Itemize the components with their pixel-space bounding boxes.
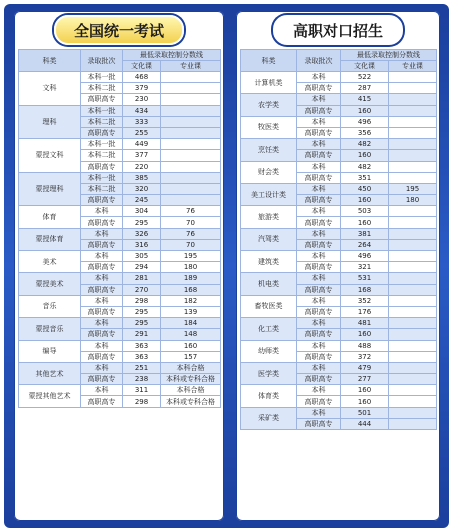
batch-cell: 高职高专 [297, 306, 341, 317]
culture-score-cell: 522 [341, 72, 389, 83]
table-row [19, 139, 221, 150]
culture-score-cell: 503 [341, 206, 389, 217]
subject-cell: 音乐 [19, 295, 81, 317]
culture-score-cell: 287 [341, 83, 389, 94]
culture-score-cell: 160 [341, 150, 389, 161]
culture-score-cell: 295 [123, 318, 161, 329]
subject-cell: 汽驾类 [241, 228, 297, 250]
batch-cell: 高职高专 [297, 195, 341, 206]
batch-cell: 本科 [297, 139, 341, 150]
batch-cell: 高职高专 [81, 195, 123, 206]
batch-cell: 本科 [297, 206, 341, 217]
batch-cell: 高职高专 [297, 127, 341, 138]
major-score-cell [389, 284, 437, 295]
culture-score-cell: 372 [341, 351, 389, 362]
batch-cell: 本科 [81, 362, 123, 373]
major-score-cell: 本科或专科合格 [161, 396, 221, 407]
batch-cell: 本科二批 [81, 83, 123, 94]
batch-cell: 高职高专 [81, 127, 123, 138]
major-score-cell: 本科合格 [161, 385, 221, 396]
national-exam-table [18, 49, 221, 408]
major-score-cell [389, 306, 437, 317]
culture-score-cell: 501 [341, 407, 389, 418]
culture-score-cell: 160 [341, 396, 389, 407]
major-score-cell [389, 329, 437, 340]
table-row [19, 72, 221, 83]
table-row [241, 116, 437, 127]
batch-cell: 本科 [297, 407, 341, 418]
culture-score-cell: 298 [123, 295, 161, 306]
table-row [241, 251, 437, 262]
culture-score-cell: 160 [341, 385, 389, 396]
header-batch: 录取批次 [81, 50, 123, 72]
culture-score-cell: 496 [341, 116, 389, 127]
header-score-line: 最低录取控制分数线 [123, 50, 221, 61]
subject-cell: 烹饪类 [241, 139, 297, 161]
major-score-cell: 76 [161, 228, 221, 239]
batch-cell: 本科 [297, 94, 341, 105]
major-score-cell [389, 83, 437, 94]
subject-cell: 文科 [19, 72, 81, 106]
table-row [241, 273, 437, 284]
header-subject: 科类 [19, 50, 81, 72]
major-score-cell: 160 [161, 340, 221, 351]
vocational-table [240, 49, 437, 430]
major-score-cell [389, 295, 437, 306]
subject-cell: 体育 [19, 206, 81, 228]
culture-score-cell: 264 [341, 239, 389, 250]
batch-cell: 本科 [81, 228, 123, 239]
culture-score-cell: 415 [341, 94, 389, 105]
culture-score-cell: 316 [123, 239, 161, 250]
major-score-cell [389, 72, 437, 83]
culture-score-cell: 481 [341, 318, 389, 329]
major-score-cell: 139 [161, 306, 221, 317]
culture-score-cell: 450 [341, 183, 389, 194]
major-score-cell: 182 [161, 295, 221, 306]
subject-cell: 理科 [19, 105, 81, 139]
national-exam-rows [19, 72, 221, 408]
culture-score-cell: 482 [341, 161, 389, 172]
batch-cell: 本科二批 [81, 116, 123, 127]
culture-score-cell: 305 [123, 251, 161, 262]
table-row [19, 295, 221, 306]
batch-cell: 本科二批 [81, 183, 123, 194]
culture-score-cell: 356 [341, 127, 389, 138]
batch-cell: 高职高专 [81, 306, 123, 317]
major-score-cell: 76 [161, 206, 221, 217]
table-row [19, 206, 221, 217]
culture-score-cell: 321 [341, 262, 389, 273]
culture-score-cell: 311 [123, 385, 161, 396]
subject-cell: 蒙授美术 [19, 273, 81, 295]
batch-cell: 本科二批 [81, 150, 123, 161]
batch-cell: 高职高专 [81, 284, 123, 295]
culture-score-cell: 434 [123, 105, 161, 116]
major-score-cell [389, 396, 437, 407]
major-score-cell [389, 362, 437, 373]
major-score-cell [389, 251, 437, 262]
batch-cell: 高职高专 [81, 161, 123, 172]
major-score-cell [161, 139, 221, 150]
table-row [19, 340, 221, 351]
culture-score-cell: 160 [341, 329, 389, 340]
batch-cell: 高职高专 [297, 83, 341, 94]
batch-cell: 高职高专 [81, 351, 123, 362]
header-batch: 录取批次 [297, 50, 341, 72]
major-score-cell [389, 385, 437, 396]
culture-score-cell: 385 [123, 172, 161, 183]
vocational-rows [241, 72, 437, 430]
culture-score-cell: 277 [341, 374, 389, 385]
culture-score-cell: 531 [341, 273, 389, 284]
batch-cell: 本科 [297, 228, 341, 239]
batch-cell: 本科一批 [81, 139, 123, 150]
table-row [241, 183, 437, 194]
major-score-cell [389, 407, 437, 418]
batch-cell: 本科 [297, 161, 341, 172]
batch-cell: 高职高专 [297, 172, 341, 183]
subject-cell: 蒙授其他艺术 [19, 385, 81, 407]
batch-cell: 高职高专 [297, 217, 341, 228]
culture-score-cell: 230 [123, 94, 161, 105]
batch-cell: 高职高专 [297, 351, 341, 362]
major-score-cell [389, 340, 437, 351]
batch-cell: 本科 [81, 385, 123, 396]
culture-score-cell: 270 [123, 284, 161, 295]
major-score-cell: 184 [161, 318, 221, 329]
major-score-cell: 180 [389, 195, 437, 206]
major-score-cell [389, 116, 437, 127]
subject-cell: 蒙授文科 [19, 139, 81, 173]
culture-score-cell: 333 [123, 116, 161, 127]
major-score-cell [389, 127, 437, 138]
table-row [19, 273, 221, 284]
subject-cell: 体育类 [241, 385, 297, 407]
culture-score-cell: 479 [341, 362, 389, 373]
major-score-cell [161, 183, 221, 194]
table-row [241, 318, 437, 329]
major-score-cell [389, 374, 437, 385]
major-score-cell: 70 [161, 217, 221, 228]
batch-cell: 本科 [297, 362, 341, 373]
table-row [241, 340, 437, 351]
batch-cell: 本科 [297, 318, 341, 329]
table-row [241, 72, 437, 83]
vocational-title: 高职对口招生 [273, 15, 403, 45]
batch-cell: 本科一批 [81, 105, 123, 116]
subject-cell: 蒙授体育 [19, 228, 81, 250]
culture-score-cell: 468 [123, 72, 161, 83]
header-score-line: 最低录取控制分数线 [341, 50, 437, 61]
subject-cell: 机电类 [241, 273, 297, 295]
header-culture: 文化课 [123, 61, 161, 72]
subject-cell: 幼师类 [241, 340, 297, 362]
culture-score-cell: 298 [123, 396, 161, 407]
batch-cell: 本科 [297, 295, 341, 306]
batch-cell: 本科 [81, 273, 123, 284]
batch-cell: 高职高专 [297, 150, 341, 161]
major-score-cell: 168 [161, 284, 221, 295]
subject-cell: 畜牧医类 [241, 295, 297, 317]
culture-score-cell: 363 [123, 351, 161, 362]
batch-cell: 本科 [297, 116, 341, 127]
batch-cell: 高职高专 [297, 262, 341, 273]
table-row [241, 385, 437, 396]
major-score-cell [389, 262, 437, 273]
major-score-cell: 157 [161, 351, 221, 362]
major-score-cell [161, 105, 221, 116]
subject-cell: 财会类 [241, 161, 297, 183]
table-row [241, 407, 437, 418]
subject-cell: 建筑类 [241, 251, 297, 273]
subject-cell: 旅游类 [241, 206, 297, 228]
major-score-cell: 189 [161, 273, 221, 284]
culture-score-cell: 381 [341, 228, 389, 239]
culture-score-cell: 255 [123, 127, 161, 138]
poster-frame [4, 4, 449, 528]
table-row [241, 362, 437, 373]
culture-score-cell: 482 [341, 139, 389, 150]
culture-score-cell: 160 [341, 195, 389, 206]
major-score-cell [389, 172, 437, 183]
batch-cell: 本科一批 [81, 172, 123, 183]
major-score-cell [161, 172, 221, 183]
major-score-cell [389, 150, 437, 161]
culture-score-cell: 281 [123, 273, 161, 284]
major-score-cell [161, 116, 221, 127]
major-score-cell [161, 161, 221, 172]
table-row [19, 172, 221, 183]
national-exam-panel [14, 11, 224, 521]
batch-cell: 高职高专 [81, 239, 123, 250]
table-row [241, 94, 437, 105]
batch-cell: 本科 [81, 206, 123, 217]
major-score-cell [389, 318, 437, 329]
subject-cell: 化工类 [241, 318, 297, 340]
table-row [241, 161, 437, 172]
major-score-cell: 180 [161, 262, 221, 273]
batch-cell: 高职高专 [81, 396, 123, 407]
subject-cell: 采矿类 [241, 407, 297, 429]
batch-cell: 高职高专 [297, 418, 341, 429]
table-row [19, 385, 221, 396]
batch-cell: 高职高专 [81, 262, 123, 273]
table-row [19, 105, 221, 116]
table-row [241, 295, 437, 306]
subject-cell: 美工设计类 [241, 183, 297, 205]
batch-cell: 高职高专 [297, 284, 341, 295]
table-row [241, 206, 437, 217]
major-score-cell [389, 418, 437, 429]
batch-cell: 本科 [81, 251, 123, 262]
batch-cell: 高职高专 [297, 329, 341, 340]
culture-score-cell: 363 [123, 340, 161, 351]
major-score-cell: 本科或专科合格 [161, 374, 221, 385]
culture-score-cell: 352 [341, 295, 389, 306]
major-score-cell: 70 [161, 239, 221, 250]
culture-score-cell: 444 [341, 418, 389, 429]
culture-score-cell: 496 [341, 251, 389, 262]
table-row [241, 228, 437, 239]
major-score-cell [389, 228, 437, 239]
major-score-cell [161, 127, 221, 138]
header-major: 专业课 [161, 61, 221, 72]
subject-cell: 其他艺术 [19, 362, 81, 384]
header-major: 专业课 [389, 61, 437, 72]
subject-cell: 计算机类 [241, 72, 297, 94]
major-score-cell: 148 [161, 329, 221, 340]
subject-cell: 农学类 [241, 94, 297, 116]
table-row [19, 228, 221, 239]
batch-cell: 高职高专 [297, 396, 341, 407]
batch-cell: 本科 [297, 183, 341, 194]
batch-cell: 高职高专 [297, 239, 341, 250]
culture-score-cell: 176 [341, 306, 389, 317]
culture-score-cell: 295 [123, 217, 161, 228]
major-score-cell [161, 150, 221, 161]
major-score-cell [161, 72, 221, 83]
major-score-cell [389, 206, 437, 217]
batch-cell: 本科 [81, 295, 123, 306]
batch-cell: 高职高专 [81, 329, 123, 340]
culture-score-cell: 488 [341, 340, 389, 351]
table-row [19, 318, 221, 329]
major-score-cell [161, 94, 221, 105]
culture-score-cell: 220 [123, 161, 161, 172]
header-subject: 科类 [241, 50, 297, 72]
culture-score-cell: 160 [341, 105, 389, 116]
major-score-cell [161, 83, 221, 94]
header-culture: 文化课 [341, 61, 389, 72]
subject-cell: 牧医类 [241, 116, 297, 138]
batch-cell: 高职高专 [81, 374, 123, 385]
batch-cell: 本科 [297, 72, 341, 83]
major-score-cell: 195 [389, 183, 437, 194]
major-score-cell [389, 139, 437, 150]
major-score-cell [389, 94, 437, 105]
culture-score-cell: 160 [341, 217, 389, 228]
batch-cell: 本科一批 [81, 72, 123, 83]
culture-score-cell: 294 [123, 262, 161, 273]
culture-score-cell: 245 [123, 195, 161, 206]
table-row [19, 251, 221, 262]
table-row [19, 362, 221, 373]
subject-cell: 蒙授理科 [19, 172, 81, 206]
batch-cell: 高职高专 [81, 94, 123, 105]
batch-cell: 本科 [297, 340, 341, 351]
major-score-cell [389, 217, 437, 228]
batch-cell: 本科 [297, 251, 341, 262]
subject-cell: 美术 [19, 251, 81, 273]
major-score-cell [389, 105, 437, 116]
major-score-cell: 本科合格 [161, 362, 221, 373]
vocational-panel [236, 11, 440, 521]
table-row [241, 139, 437, 150]
batch-cell: 本科 [81, 340, 123, 351]
culture-score-cell: 379 [123, 83, 161, 94]
culture-score-cell: 449 [123, 139, 161, 150]
culture-score-cell: 238 [123, 374, 161, 385]
major-score-cell [389, 161, 437, 172]
culture-score-cell: 326 [123, 228, 161, 239]
culture-score-cell: 168 [341, 284, 389, 295]
batch-cell: 高职高专 [297, 374, 341, 385]
major-score-cell: 195 [161, 251, 221, 262]
subject-cell: 蒙授音乐 [19, 318, 81, 340]
batch-cell: 本科 [297, 273, 341, 284]
national-exam-title: 全国统一考试 [54, 15, 184, 45]
batch-cell: 本科 [81, 318, 123, 329]
culture-score-cell: 251 [123, 362, 161, 373]
major-score-cell [389, 273, 437, 284]
culture-score-cell: 377 [123, 150, 161, 161]
batch-cell: 高职高专 [81, 217, 123, 228]
batch-cell: 本科 [297, 385, 341, 396]
subject-cell: 医学类 [241, 362, 297, 384]
culture-score-cell: 295 [123, 306, 161, 317]
culture-score-cell: 320 [123, 183, 161, 194]
major-score-cell [389, 351, 437, 362]
major-score-cell [161, 195, 221, 206]
culture-score-cell: 351 [341, 172, 389, 183]
major-score-cell [389, 239, 437, 250]
subject-cell: 编导 [19, 340, 81, 362]
batch-cell: 高职高专 [297, 105, 341, 116]
culture-score-cell: 304 [123, 206, 161, 217]
culture-score-cell: 291 [123, 329, 161, 340]
